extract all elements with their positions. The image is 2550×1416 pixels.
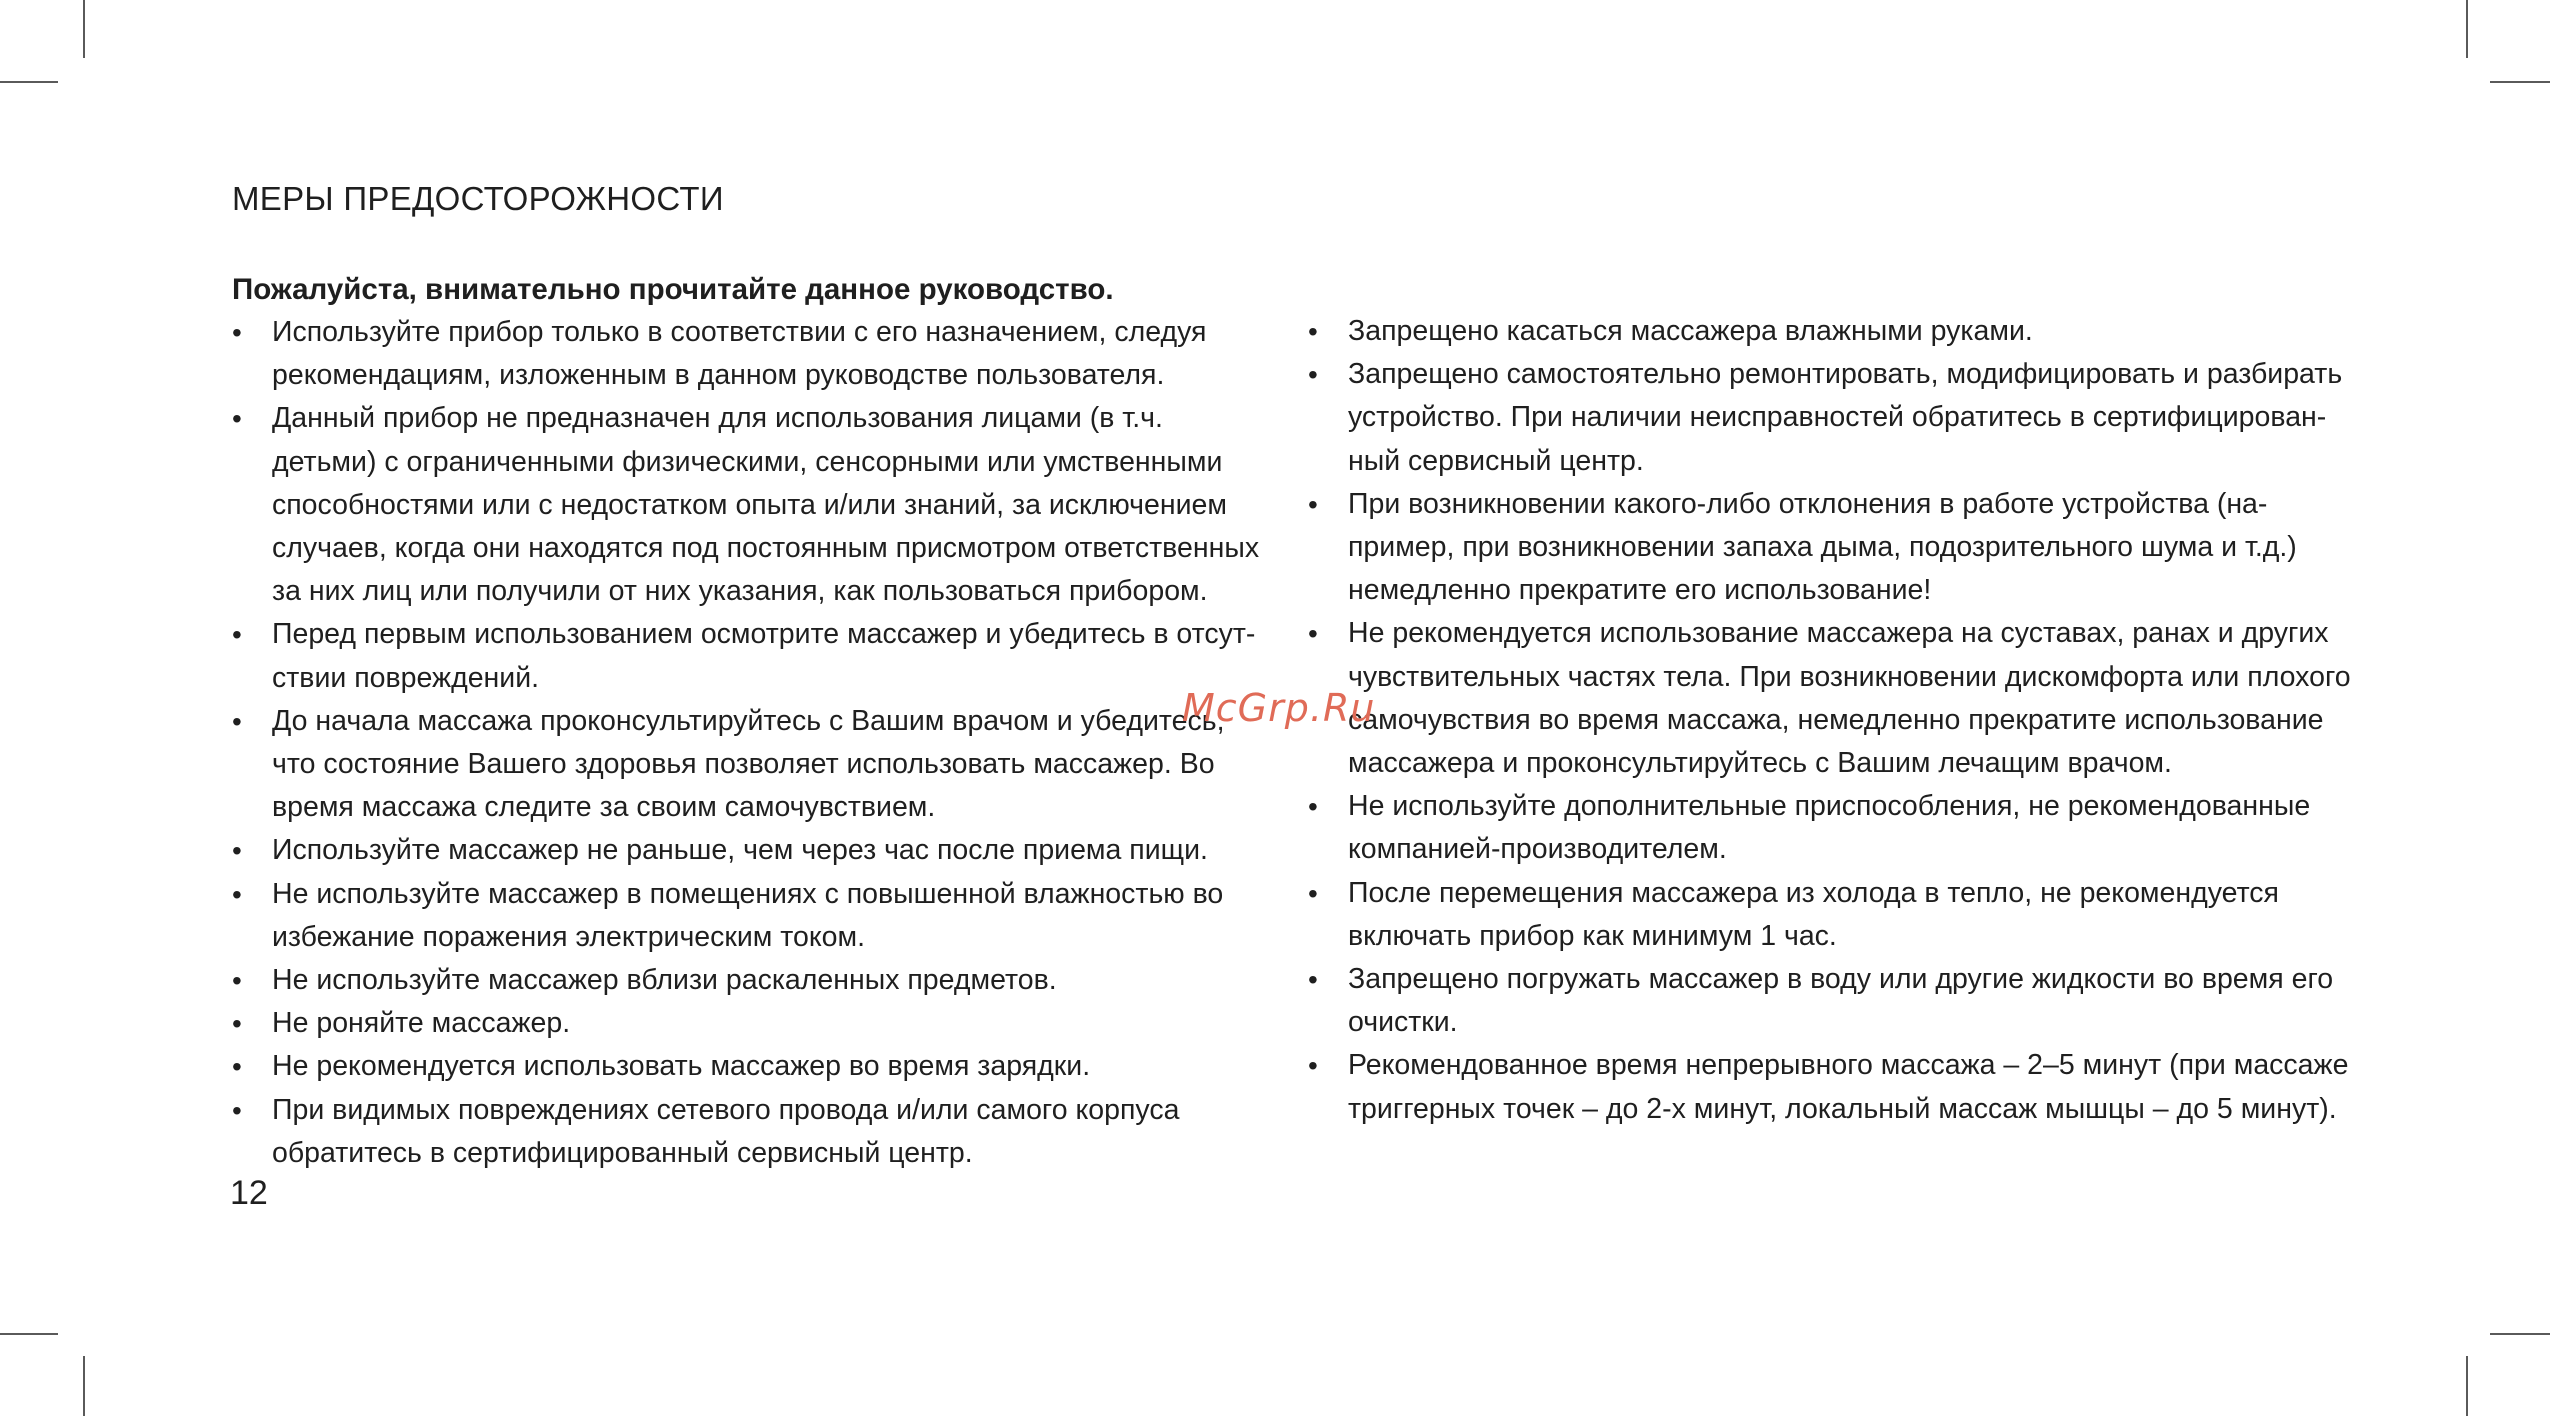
list-item-line: ствии повреждений. <box>272 661 540 694</box>
crop-mark-top-right-horizontal <box>2490 81 2550 83</box>
bullet-icon: • <box>232 619 242 651</box>
page-title: МЕРЫ ПРЕДОСТОРОЖНОСТИ <box>232 180 724 217</box>
list-item <box>232 1045 1237 1088</box>
list-item-line: Не используйте массажер в помещениях с повышенной влажностью во <box>272 877 1224 910</box>
list-item-line: способностями или с недостатком опыта и/или знаний, за исключением <box>272 488 1227 521</box>
page-number: 12 <box>230 1174 268 1212</box>
list-item-line: Используйте прибор только в соответствии с его назначением, следуя <box>272 316 1207 348</box>
list-item-line: Рекомендованное время непрерывного массажа – 2–5 минут (при массаже <box>1348 1049 2349 1082</box>
list-item-line: Используйте массажер не раньше, чем через час после приема пищи. <box>272 834 1208 867</box>
left-column <box>232 268 1260 1175</box>
list-item-line: При возникновении какого-либо отклонения в работе устройства (на- <box>1348 487 2268 520</box>
intro-heading: Пожалуйста, внимательно прочитайте данное руководство. <box>232 273 1114 306</box>
list-item-line: устройство. При наличии неисправностей обратитесь в сертифицирован- <box>1348 401 2327 434</box>
list-item-line: До начала массажа проконсультируйтесь с Вашим врачом и убедитесь, <box>272 704 1225 737</box>
list-item-line: включать прибор как минимум 1 час. <box>1348 919 1837 952</box>
bullet-icon: • <box>1308 1050 1318 1082</box>
list-item-line: компанией-производителем. <box>1348 833 1727 866</box>
bullet-icon: • <box>1308 359 1318 391</box>
bullet-icon: • <box>1308 488 1318 520</box>
list-item <box>232 613 1256 699</box>
bullet-icon: • <box>232 1094 242 1126</box>
bullet-icon: • <box>1308 618 1318 650</box>
crop-mark-top-left-vertical <box>83 0 85 58</box>
list-item <box>232 959 1237 1002</box>
list-item-line: пример, при возникновении запаха дыма, подозрительного шума и т.д.) <box>1348 531 2297 564</box>
bullet-icon: • <box>232 317 242 348</box>
list-item-line: Запрещено самостоятельно ремонтировать, модифицировать и разбирать <box>1348 358 2343 391</box>
list-item <box>1308 483 2338 613</box>
crop-mark-top-right-vertical <box>2466 0 2468 58</box>
bullet-icon: • <box>232 1051 242 1083</box>
list-item-line: Перед первым использованием осмотрите массажер и убедитесь в отсут- <box>272 618 1256 651</box>
list-item <box>1308 785 2338 871</box>
list-item <box>232 1002 1237 1045</box>
list-item-line: рекомендациям, изложенным в данном руководстве пользователя. <box>272 359 1165 392</box>
list-item <box>232 700 1237 830</box>
list-item <box>1308 872 2338 958</box>
list-item-line: избежание поражения электрическим током. <box>272 920 866 953</box>
right-column <box>1308 310 2351 1131</box>
watermark: McGrp.Ru <box>1182 686 1376 730</box>
bullet-icon: • <box>232 1008 242 1040</box>
bullet-icon: • <box>1308 877 1318 909</box>
crop-mark-bottom-right-vertical <box>2466 1356 2468 1416</box>
list-item-line: Не используйте дополнительные приспособления, не рекомендованные <box>1348 790 2311 823</box>
list-item-line: самочувствия во время массажа, немедленно прекратите использование <box>1348 703 2324 736</box>
bullet-icon: • <box>1308 964 1318 996</box>
list-item-line: за них лиц или получили от них указания, как пользоваться прибором. <box>272 575 1208 608</box>
bullet-icon: • <box>232 878 242 910</box>
crop-mark-bottom-right-horizontal <box>2490 1333 2550 1335</box>
list-item-line: случаев, когда они находятся под постоянным присмотром ответственных <box>272 532 1260 565</box>
list-item-line: время массажа следите за своим самочувствием. <box>272 791 936 824</box>
bullet-icon: • <box>232 705 242 737</box>
list-item <box>232 829 1237 872</box>
list-item-line: обратитесь в сертифицированный сервисный центр. <box>272 1136 973 1169</box>
bullet-icon: • <box>232 835 242 867</box>
list-item <box>232 1089 1237 1175</box>
list-item <box>1308 1044 2349 1130</box>
list-item-line: ный сервисный центр. <box>1348 444 1644 477</box>
list-item-line: массажера и проконсультируйтесь с Вашим лечащим врачом. <box>1348 747 2172 780</box>
list-item-line: Не роняйте массажер. <box>272 1007 571 1040</box>
list-item <box>1308 353 2343 483</box>
list-item-line: Запрещено погружать массажер в воду или другие жидкости во время его <box>1348 963 2334 996</box>
list-item-line: Не рекомендуется использование массажера на суставах, ранах и других <box>1348 617 2329 650</box>
list-item <box>1308 310 2338 353</box>
list-item-line: Данный прибор не предназначен для использования лицами (в т.ч. <box>272 402 1163 435</box>
list-item <box>1308 612 2351 785</box>
list-item-line: Запрещено касаться массажера влажными руками. <box>1348 315 2033 347</box>
list-item-line: триггерных точек – до 2-х минут, локальный массаж мышцы – до 5 минут). <box>1348 1092 2337 1125</box>
list-item-line: чувствительных частях тела. При возникновении дискомфорта или плохого <box>1348 660 2351 693</box>
list-item <box>232 311 1237 397</box>
list-item-line: детьми) с ограниченными физическими, сенсорными или умственными <box>272 445 1223 478</box>
bullet-icon: • <box>232 403 242 435</box>
list-item <box>1308 958 2338 1044</box>
list-item <box>232 873 1237 959</box>
list-item-line: Не рекомендуется использовать массажер во время зарядки. <box>272 1050 1091 1083</box>
list-item-line: После перемещения массажера из холода в тепло, не рекомендуется <box>1348 876 2279 909</box>
bullet-icon: • <box>1308 316 1318 347</box>
crop-mark-bottom-left-horizontal <box>0 1333 58 1335</box>
list-item-line: немедленно прекратите его использование! <box>1348 574 1932 607</box>
list-item-line: Не используйте массажер вблизи раскаленных предметов. <box>272 964 1057 997</box>
list-item-line: При видимых повреждениях сетевого провода и/или самого корпуса <box>272 1093 1180 1126</box>
bullet-icon: • <box>232 965 242 997</box>
bullet-icon: • <box>1308 791 1318 823</box>
right-precautions-list <box>1308 310 2351 1131</box>
crop-mark-top-left-horizontal <box>0 81 58 83</box>
left-precautions-list <box>232 311 1260 1175</box>
list-item-line: очистки. <box>1348 1006 1458 1039</box>
crop-mark-bottom-left-vertical <box>83 1356 85 1416</box>
list-item-line: что состояние Вашего здоровья позволяет использовать массажер. Во <box>272 748 1215 781</box>
list-item <box>232 397 1260 613</box>
